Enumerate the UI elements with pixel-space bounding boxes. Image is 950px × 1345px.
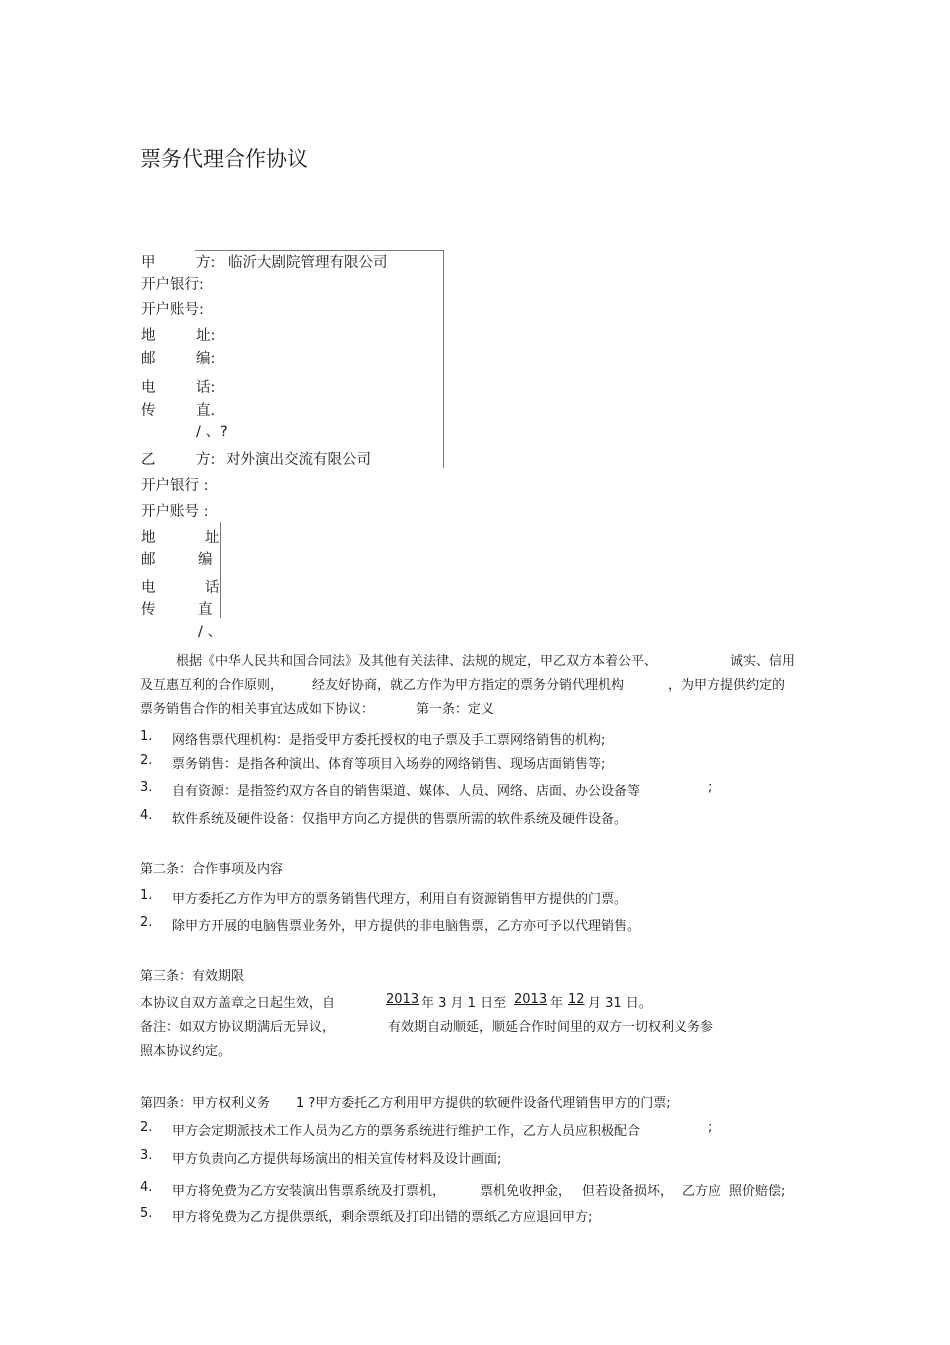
art3-start-year: 2013 [386, 992, 420, 1007]
art2-item-2-text: 除甲方开展的电脑售票业务外，甲方提供的非电脑售票，乙方亦可予以代理销售。 [172, 919, 641, 934]
party-a-phone-colon: 话: [196, 380, 216, 396]
party-b-name: 对外演出交流有限公司 [226, 452, 371, 468]
art1-item-1-text: 网络售票代理机构：是指受甲方委托授权的电子票及手工票网络销售的机构; [172, 733, 606, 748]
party-a-fax-label: 传 [141, 403, 156, 419]
art4-item-5-text: 甲方将免费为乙方提供票纸，剩余票纸及打印出错的票纸乙方应退回甲方; [172, 1210, 593, 1225]
art1-item-4-num: 4. [140, 808, 153, 823]
party-a-address-colon: 址: [196, 328, 216, 344]
intro-line-2b: 经友好协商，就乙方作为甲方指定的票务分销代理机构 [312, 678, 625, 693]
party-a-fax-colon: 直. [196, 403, 216, 419]
art4-item-4-text-c: 但若设备损坏， [582, 1184, 674, 1199]
article-1-heading: 第一条：定义 [416, 702, 495, 717]
document-title: 票务代理合作协议 [140, 147, 308, 171]
art4-item-2-num: 2. [140, 1120, 153, 1135]
art3-note-b: 有效期自动顺延，顺延合作时间里的双方一切权利义务参 [388, 1020, 714, 1035]
party-a-name: 临沂大剧院管理有限公司 [228, 255, 388, 271]
art3-start-date: 年 3 月 1 日至 [421, 996, 507, 1011]
art1-item-3-text: 自有资源：是指签约双方各自的销售渠道、媒体、人员、网络、店面、办公设备等 [172, 784, 641, 799]
art4-item-4-text-d: 乙方应 [682, 1184, 722, 1199]
art4-item-2-tail: ; [708, 1120, 713, 1135]
art3-para-1a: 本协议自双方盖章之日起生效，自 [140, 996, 336, 1011]
party-a-bank: 开户银行: [141, 277, 204, 293]
article-3-heading: 第三条：有效期限 [140, 969, 245, 984]
party-b-fax-char: 直 [198, 602, 213, 618]
intro-line-1a: 根据《中华人民共和国合同法》及其他有关法律、法规的规定，甲乙双方本着公平、 [176, 654, 658, 669]
art1-item-4-text: 软件系统及硬件设备：仅指甲方向乙方提供的售票所需的软件系统及硬件设备。 [172, 812, 628, 827]
art3-end-date: 月 31 日。 [588, 996, 652, 1011]
art1-item-3-tail: ; [708, 780, 713, 795]
party-b-postcode-char: 编 [198, 552, 213, 568]
art2-item-1-num: 1. [140, 888, 153, 903]
party-b-address-char: 址 [205, 530, 220, 546]
intro-line-2c: ，为甲方提供约定的 [668, 678, 786, 693]
party-a-label-2: 方: [196, 255, 216, 271]
party-b-postcode-label: 邮 [141, 552, 156, 568]
intro-line-2a: 及互惠互利的合作原则， [140, 678, 284, 693]
art3-end-year: 2013 [514, 992, 548, 1007]
party-b-phone-char: 话 [205, 580, 220, 596]
art4-item-3-text: 甲方负责向乙方提供每场演出的相关宣传材料及设计画面; [172, 1152, 502, 1167]
intro-line-1b: 诚实、信用 [730, 654, 796, 669]
art1-item-1-num: 1. [140, 729, 153, 744]
art1-item-2-text: 票务销售：是指各种演出、体育等项目入场券的网络销售、现场店面销售等; [172, 757, 606, 772]
party-b-label-1: 乙 [141, 452, 156, 468]
party-b-fax-label: 传 [141, 602, 156, 618]
article-4-heading: 第四条：甲方权利义务 [140, 1096, 271, 1111]
party-a-account: 开户账号: [141, 302, 204, 318]
party-a-phone-label: 电 [141, 380, 156, 396]
party-b-account: 开户账号 : [141, 504, 209, 520]
art3-year-char: 年 [550, 996, 564, 1011]
art3-note-c: 照本协议约定。 [140, 1044, 232, 1059]
party-a-stray-marks: / 、? [196, 424, 228, 440]
party-b-stray-marks: / 、 [198, 624, 222, 640]
party-a-postcode-colon: 编: [196, 351, 216, 367]
party-b-bank: 开户银行 : [141, 478, 209, 494]
art4-item-3-num: 3. [140, 1148, 153, 1163]
box-right-border [443, 250, 444, 468]
art3-note-a: 备注：如双方协议期满后无异议， [140, 1020, 336, 1035]
party-b-phone-label: 电 [141, 580, 156, 596]
art4-item-4-text-a: 甲方将免费为乙方安装演出售票系统及打票机， [172, 1184, 446, 1199]
intro-line-3a: 票务销售合作的相关事宜达成如下协议： [140, 702, 375, 717]
art2-item-1-text: 甲方委托乙方作为甲方的票务销售代理方，利用自有资源销售甲方提供的门票。 [172, 892, 628, 907]
art1-item-3-num: 3. [140, 780, 153, 795]
article-2-heading: 第二条：合作事项及内容 [140, 862, 284, 877]
party-b-box-right-border [220, 522, 221, 618]
art4-item-4-text-b: 票机免收押金， [480, 1184, 572, 1199]
art4-item-5-num: 5. [140, 1206, 153, 1221]
party-a-label-1: 甲 [141, 255, 156, 271]
party-a-address-label: 地 [141, 328, 156, 344]
party-b-address-label: 地 [141, 530, 156, 546]
party-a-postcode-label: 邮 [141, 351, 156, 367]
art1-item-2-num: 2. [140, 753, 153, 768]
art3-end-month: 12 [568, 992, 585, 1007]
art2-item-2-num: 2. [140, 915, 153, 930]
art4-item-4-num: 4. [140, 1180, 153, 1195]
art4-item-1: 1 ?甲方委托乙方利用甲方提供的软硬件设备代理销售甲方的门票; [296, 1096, 671, 1111]
party-b-label-2: 方: [196, 452, 216, 468]
art4-item-4-text-e: 照价赔偿; [729, 1184, 786, 1199]
art4-item-2-text: 甲方会定期派技术工作人员为乙方的票务系统进行维护工作，乙方人员应积极配合 [172, 1124, 641, 1139]
